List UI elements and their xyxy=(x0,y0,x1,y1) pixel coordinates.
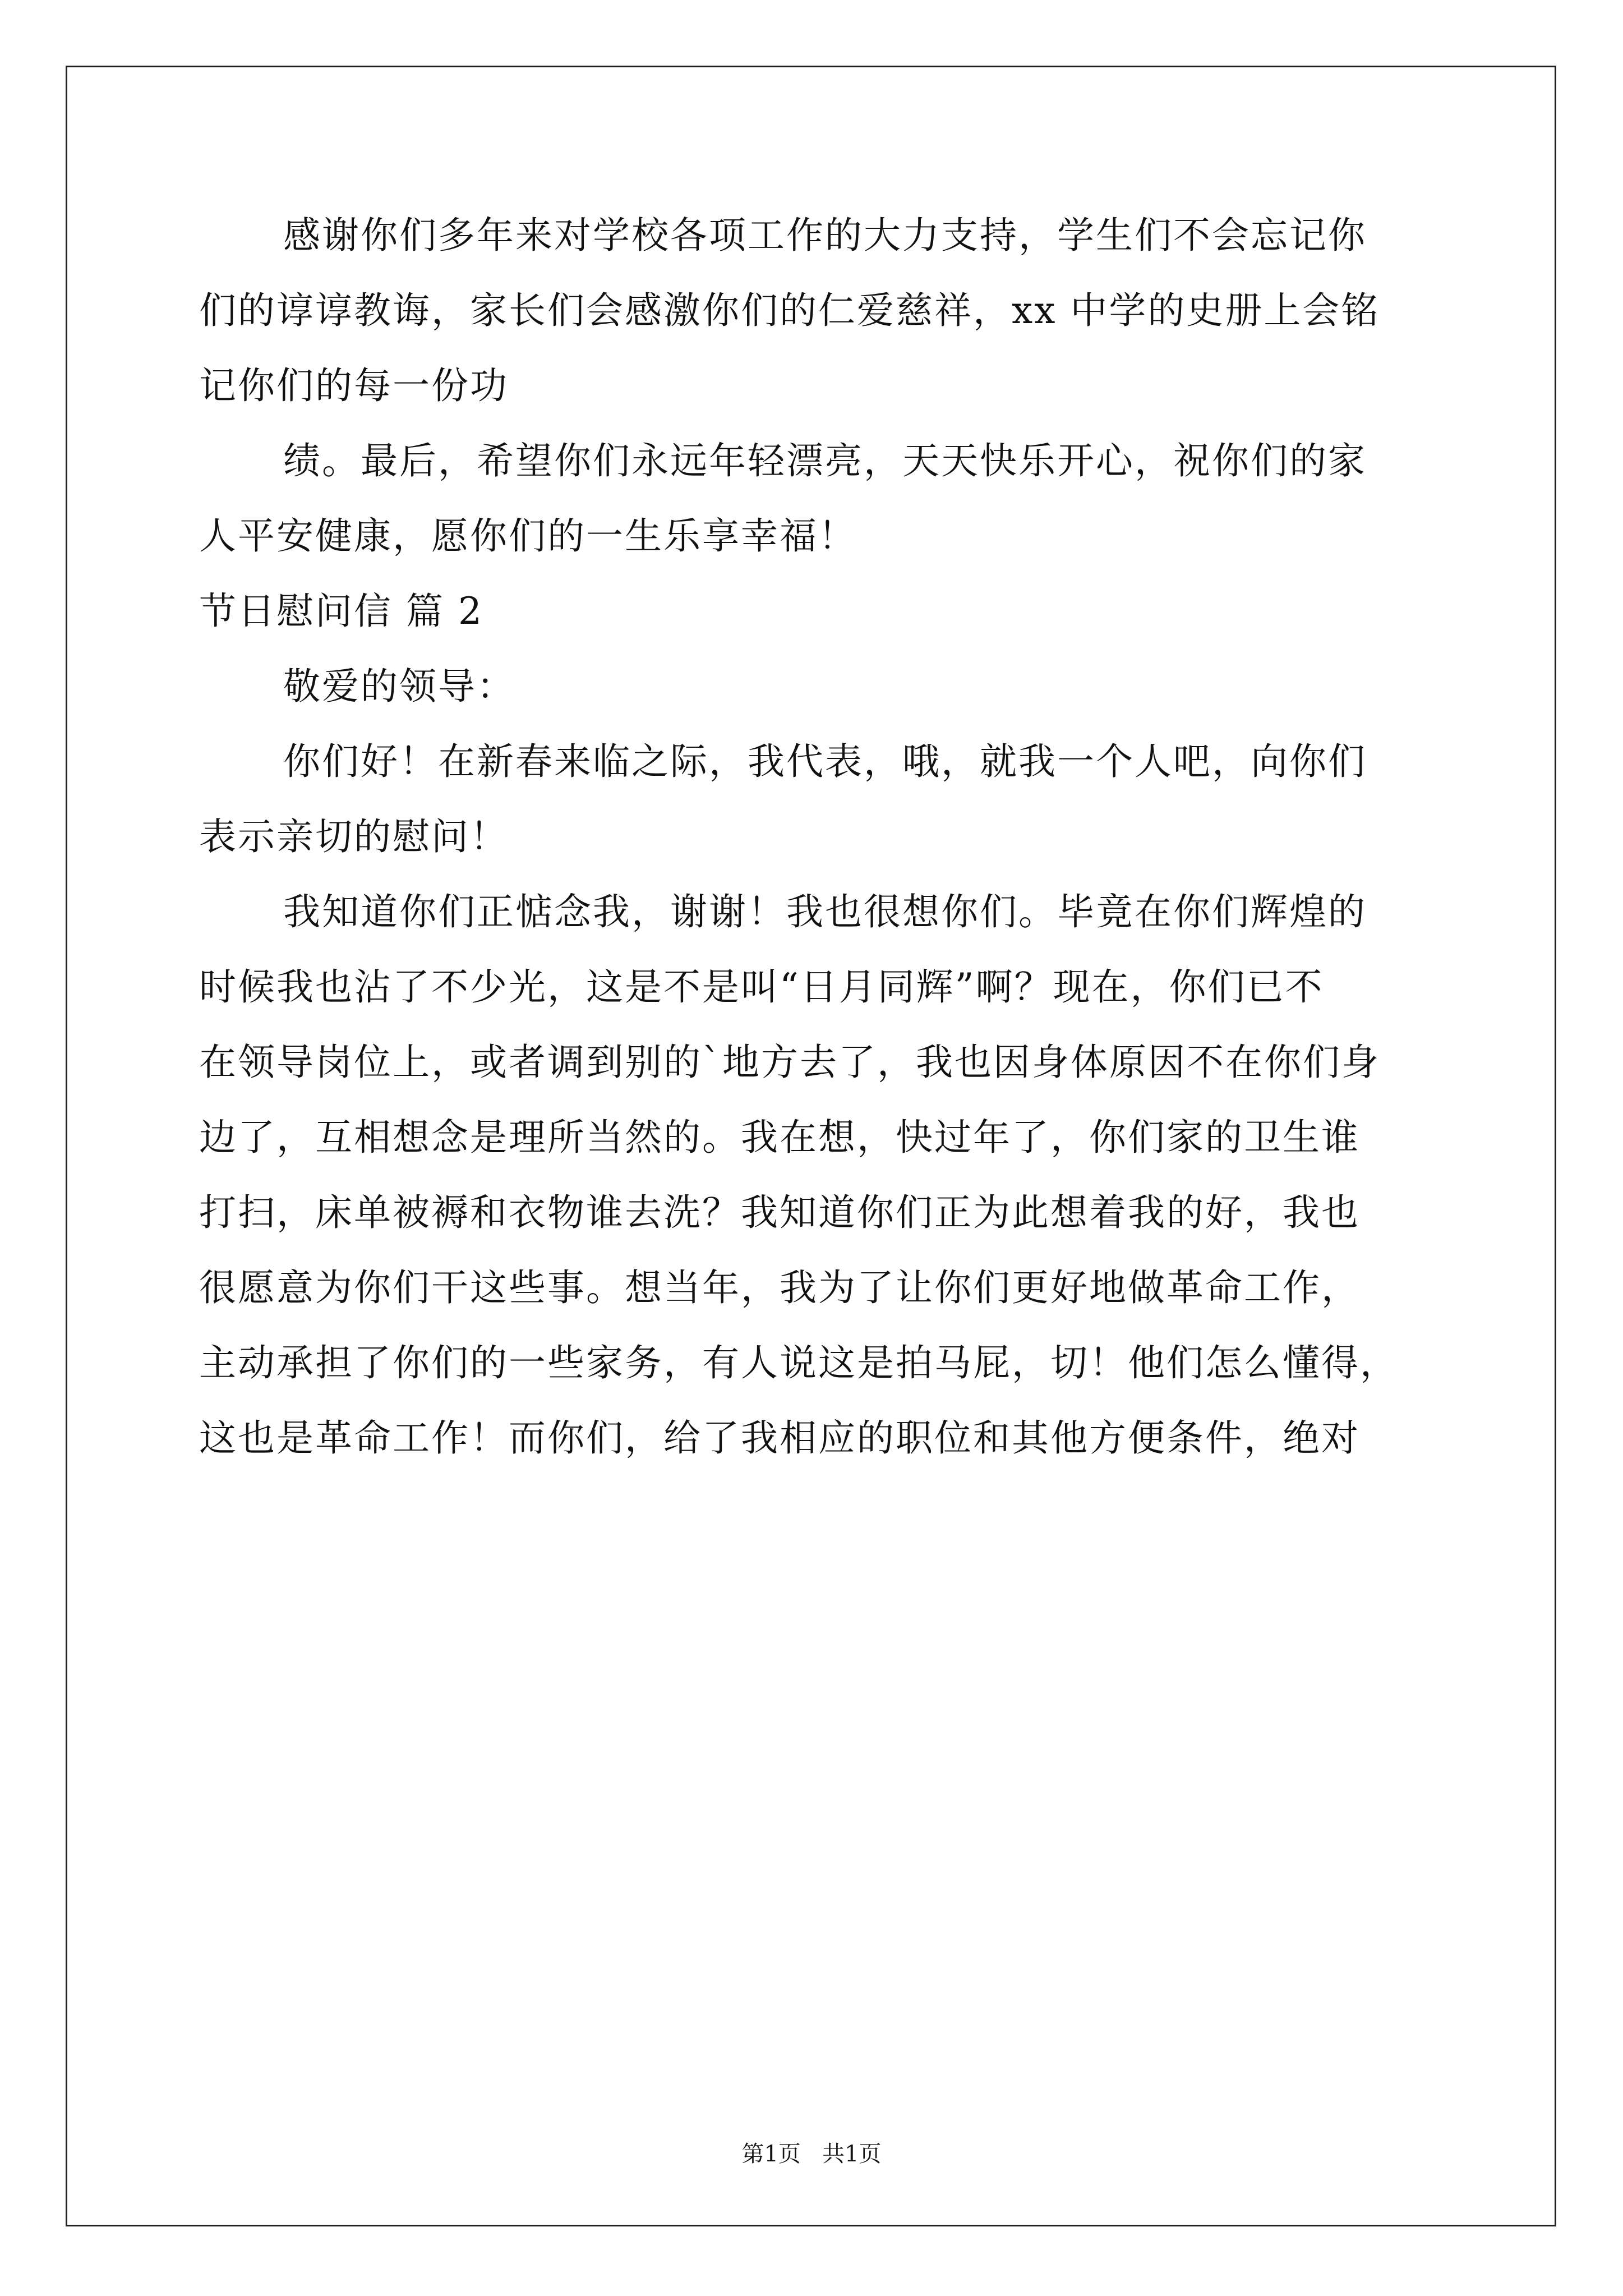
paragraph-line: 人平安健康，愿你们的一生乐享幸福！ xyxy=(199,514,857,558)
paragraph-line: 们的谆谆教诲，家长们会感激你们的仁爱慈祥，xx 中学的史册上会铭 xyxy=(199,289,1380,332)
paragraph-line: 你们好！在新春来临之际，我代表，哦，就我一个人吧，向你们 xyxy=(283,740,1367,783)
paragraph-line: 记你们的每一份功 xyxy=(199,364,509,407)
paragraph-line: 打扫，床单被褥和衣物谁去洗？我知道你们正为此想着我的好，我也 xyxy=(199,1191,1360,1234)
paragraph-line: 时候我也沾了不少光，这是不是叫“日月同辉”啊？现在，你们已不 xyxy=(199,965,1324,1009)
paragraph-line: 我知道你们正惦念我，谢谢！我也很想你们。毕竟在你们辉煌的 xyxy=(283,890,1367,933)
paragraph-line: 边了，互相想念是理所当然的。我在想，快过年了，你们家的卫生谁 xyxy=(199,1116,1360,1159)
paragraph-line: 表示亲切的慰问！ xyxy=(199,815,509,858)
section-heading: 节日慰问信 篇 2 xyxy=(199,590,483,633)
paragraph-line: 在领导岗位上，或者调到别的`地方去了，我也因身体原因不在你们身 xyxy=(199,1041,1380,1084)
page-footer: 第1页 共1页 xyxy=(741,2141,882,2167)
salutation: 敬爱的领导： xyxy=(283,665,515,708)
paragraph-line: 主动承担了你们的一些家务，有人说这是拍马屁，切！他们怎么懂得， xyxy=(199,1341,1399,1384)
paragraph-line: 绩。最后，希望你们永远年轻漂亮，天天快乐开心，祝你们的家 xyxy=(283,439,1367,482)
paragraph-line: 感谢你们多年来对学校各项工作的大力支持，学生们不会忘记你 xyxy=(283,214,1367,257)
paragraph-line: 很愿意为你们干这些事。想当年，我为了让你们更好地做革命工作， xyxy=(199,1266,1360,1309)
paragraph-line: 这也是革命工作！而你们，给了我相应的职位和其他方便条件，绝对 xyxy=(199,1416,1360,1460)
